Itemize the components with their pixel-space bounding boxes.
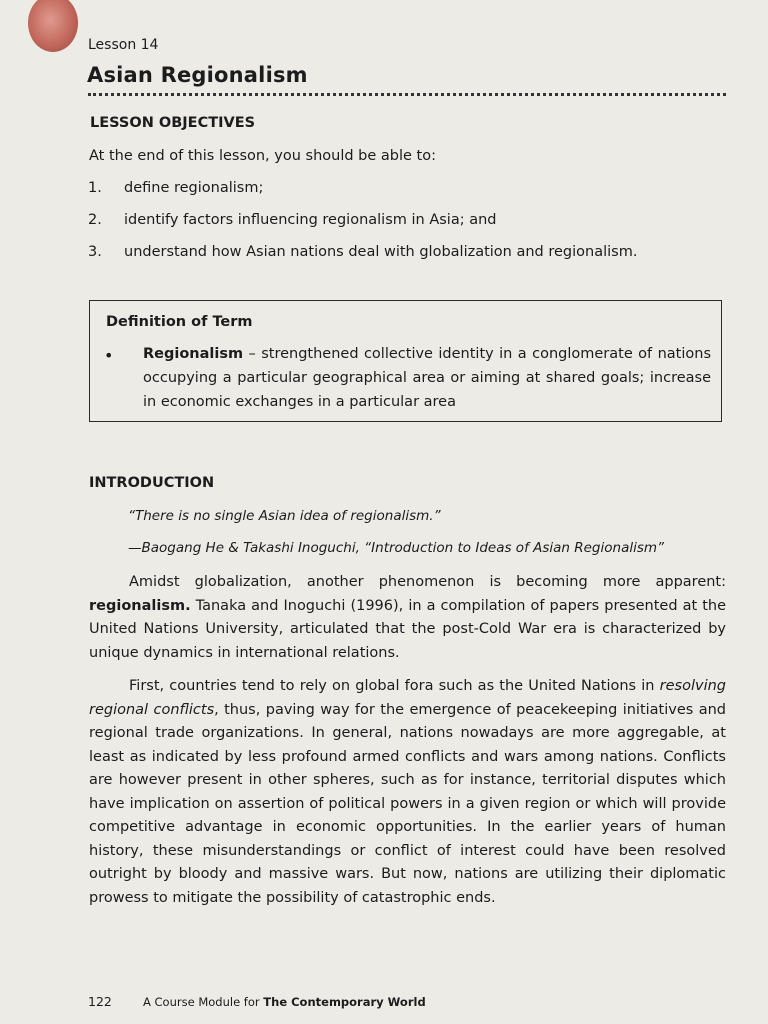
objectives-heading: LESSON OBJECTIVES [90, 115, 256, 131]
paragraph-text: Tanaka and Inoguchi (1996), in a compilation of papers presented at the United Nations University, articulated that the post-Cold War era is characterized by unique dynamics in international relations. [89, 597, 726, 661]
objectives-intro: At the end of this lesson, you should be able to: [89, 148, 437, 164]
paragraph-text: Amidst globalization, another phenomenon is becoming more apparent: [129, 574, 726, 590]
lesson-title: Asian Regionalism [87, 63, 308, 87]
paragraph-italic: resolving regional conflicts [89, 678, 726, 718]
footer-course [143, 995, 426, 1009]
objective-item [88, 244, 637, 260]
epigraph-attribution: —Baogang He & Takashi Inoguchi, “Introduction to Ideas of Asian Regionalism” [128, 540, 665, 556]
definition-heading: Definition of Term [106, 314, 253, 330]
objective-text: understand how Asian nations deal with globalization and regionalism. [124, 244, 638, 260]
definition-term: Regionalism [143, 346, 244, 362]
definition-text [143, 342, 711, 414]
objective-number: 1. [88, 180, 102, 196]
paragraph-text: , thus, paving way for the emergence of peacekeeping initiatives and regional trade organizations. In general, nations nowadays are more aggregable, at least as indicated by less profound armed conflicts and wars among nations. Conflicts are however present in other spheres, such as for instance, territorial disputes which have implication on assertion of political powers in a given region or which will provide competitive advantage in economic opportunities. In the earlier years of human history, these misunderstandings or conflict of interest could have been resolved outright by bloody and massive wars. But now, nations are utilizing their diplomatic prowess to mitigate the possibility of catastrophic ends. [89, 701, 726, 906]
objective-text: define regionalism; [124, 180, 264, 196]
objective-item [88, 180, 263, 196]
thumb-finger [28, 0, 78, 52]
paragraph-text: First, countries tend to rely on global fora such as the United Nations in [129, 678, 660, 694]
epigraph-quote: “There is no single Asian idea of regionalism.” [128, 508, 441, 524]
objective-number: 3. [88, 244, 102, 260]
lesson-number: Lesson 14 [88, 37, 159, 53]
paragraph-2 [89, 675, 726, 910]
objective-item [88, 212, 496, 228]
page-number: 122 [88, 994, 112, 1009]
objective-number: 2. [88, 212, 102, 228]
footer-course-title: The Contemporary World [263, 995, 426, 1009]
definition-box [89, 300, 722, 422]
definition-body: – strengthened collective identity in a conglomerate of nations occupying a particular geographical area or aiming at shared goals; increase in economic exchanges in a particular area [143, 346, 711, 410]
objective-text: identify factors influencing regionalism in Asia; and [124, 212, 497, 228]
introduction-heading: INTRODUCTION [89, 475, 215, 491]
paragraph-bold: regionalism. [89, 597, 191, 614]
paragraph-1 [89, 571, 726, 665]
title-divider [88, 93, 726, 96]
footer-prefix: A Course Module for [143, 995, 264, 1009]
bullet-icon: • [104, 346, 114, 365]
